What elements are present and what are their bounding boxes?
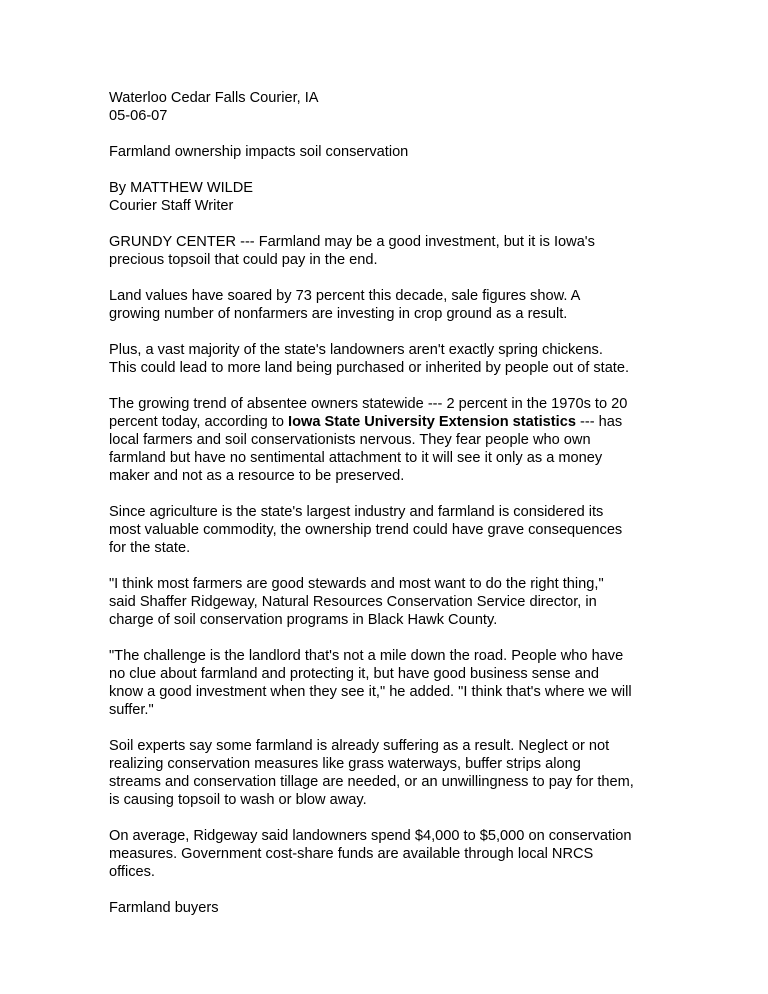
paragraph-line: Since agriculture is the state's largest industry and farmland is considered its [109,504,604,520]
paragraph-line: maker and not as a resource to be preserved. [109,468,405,484]
paragraph-1 [109,233,716,269]
paragraph-line: This could lead to more land being purchased or inherited by people out of state. [109,360,630,376]
paragraph-4 [109,395,716,485]
paragraph-line: GRUNDY CENTER --- Farmland may be a good investment, but it is Iowa's [109,234,595,250]
paragraph-line: suffer." [109,702,154,718]
paragraph-line: for the state. [109,540,191,556]
headline-text: Farmland ownership impacts soil conservation [109,144,409,160]
byline-role: Courier Staff Writer [109,198,234,214]
paragraph-line: said Shaffer Ridgeway, Natural Resources Conservation Service director, in [109,594,597,610]
paragraph-line: "I think most farmers are good stewards and most want to do the right thing," [109,576,604,592]
paragraph-line: measures. Government cost-share funds are available through local NRCS [109,846,594,862]
paragraph-line: most valuable commodity, the ownership trend could have grave consequences [109,522,623,538]
paragraph-3 [109,341,716,377]
text-run: --- has [575,414,623,430]
paragraph-line: is causing topsoil to wash or blow away. [109,792,367,808]
paragraph-line: Soil experts say some farmland is already suffering as a result. Neglect or not [109,738,610,754]
source-header [109,89,716,125]
paragraph-line: precious topsoil that could pay in the end. [109,252,378,268]
paragraph-6 [109,575,716,629]
paragraph-line: streams and conservation tillage are needed, or an unwillingness to pay for them, [109,774,634,790]
subheading-text: Farmland buyers [109,900,219,916]
byline [109,179,716,215]
paragraph-5 [109,503,716,557]
paragraph-line: realizing conservation measures like grass waterways, buffer strips along [109,756,581,772]
paragraph-7 [109,647,716,719]
paragraph-line: "The challenge is the landlord that's not a mile down the road. People who have [109,648,624,664]
byline-author: By MATTHEW WILDE [109,180,254,196]
paragraph-line: local farmers and soil conservationists nervous. They fear people who own [109,432,591,448]
paragraph-line: charge of soil conservation programs in Black Hawk County. [109,612,498,628]
paragraph-line: On average, Ridgeway said landowners spend $4,000 to $5,000 on conservation [109,828,632,844]
bold-source-reference: Iowa State University Extension statistics [288,414,576,430]
paragraph-line: Land values have soared by 73 percent this decade, sale figures show. A [109,288,581,304]
paragraph-line: The growing trend of absentee owners statewide --- 2 percent in the 1970s to 20 [109,396,628,412]
paragraph-line: know a good investment when they see it," he added. "I think that's where we will [109,684,632,700]
publication-date: 05-06-07 [109,108,168,124]
paragraph-line: farmland but have no sentimental attachment to it will see it only as a money [109,450,603,466]
section-subheading [109,899,716,917]
headline [109,143,716,161]
source-name: Waterloo Cedar Falls Courier, IA [109,90,319,106]
paragraph-line: offices. [109,864,155,880]
paragraph-line-with-emphasis [109,413,716,431]
paragraph-9 [109,827,716,881]
paragraph-8 [109,737,716,809]
paragraph-line: growing number of nonfarmers are investing in crop ground as a result. [109,306,568,322]
text-run: percent today, according to [109,414,289,430]
paragraph-line: no clue about farmland and protecting it, but have good business sense and [109,666,600,682]
paragraph-2 [109,287,716,323]
paragraph-line: Plus, a vast majority of the state's landowners aren't exactly spring chickens. [109,342,603,358]
